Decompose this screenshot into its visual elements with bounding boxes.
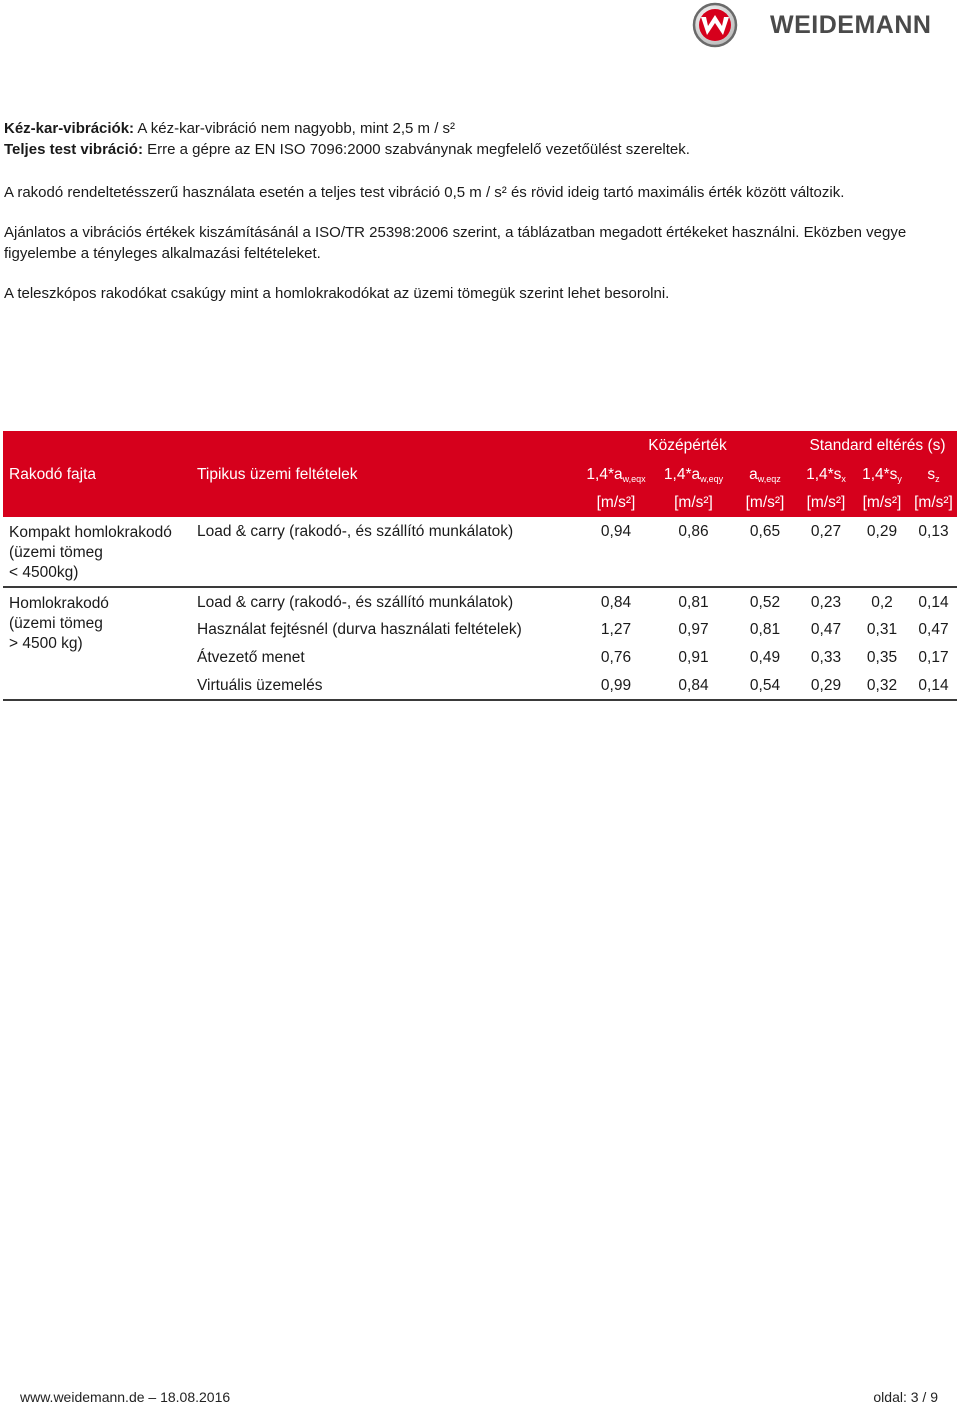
hand-arm-line xyxy=(4,118,956,139)
col-conditions-header: Tipikus üzemi feltételek xyxy=(197,460,577,489)
value-cell: 0,99 xyxy=(577,672,655,700)
col-header-1: $1,4*a_{w,eqy}$ xyxy=(655,460,732,489)
paragraph-1: A rakodó rendeltetésszerű használata esetén a teljes test vibráció 0,5 m / s² és rövid ideig tartó maximális érték között változik. xyxy=(4,184,845,201)
group-std-header: Standard eltérés (s) xyxy=(798,431,957,460)
table-row xyxy=(3,587,957,616)
value-cell: 0,49 xyxy=(749,649,781,666)
value-cell: 0,81 xyxy=(678,594,709,611)
brand-name: WEIDEMANN xyxy=(770,11,932,39)
value-cell: 0,29 xyxy=(798,672,854,700)
whole-body-label: Teljes test vibráció: xyxy=(4,141,143,158)
condition-cell: Használat fejtésnél (durva használati feltételek) xyxy=(197,621,522,638)
value-cell: 0,14 xyxy=(918,594,949,611)
paragraph-3: A teleszkópos rakodókat csakúgy mint a homlokrakodókat az üzemi tömegük szerint lehet besorolni. xyxy=(4,285,670,302)
value-cell: 0,17 xyxy=(918,649,949,666)
value-cell: 0,23 xyxy=(810,594,842,611)
whole-body-line xyxy=(4,139,956,160)
weidemann-logo-icon xyxy=(690,2,740,48)
vibration-table xyxy=(3,431,957,701)
intro-text xyxy=(4,118,956,304)
col-header-3: $1,4*s_x$ xyxy=(798,460,854,489)
value-cell: 0,65 xyxy=(732,517,798,587)
unit-cell: [m/s²] xyxy=(655,489,732,517)
value-cell: 0,94 xyxy=(577,517,655,587)
hand-arm-text: A kéz-kar-vibráció nem nagyobb, mint 2,5 m / s² xyxy=(134,120,456,137)
condition-cell: Virtuális üzemelés xyxy=(197,672,577,700)
value-cell: 0,76 xyxy=(600,649,632,666)
value-cell: 0,31 xyxy=(866,621,898,638)
value-cell: 0,47 xyxy=(810,621,842,638)
condition-cell: Load & carry (rakodó-, és szállító munkálatok) xyxy=(197,517,577,587)
whole-body-text: Erre a gépre az EN ISO 7096:2000 szabványnak megfelelő vezetőülést szereltek. xyxy=(142,141,690,158)
paragraph-2: Ajánlatos a vibrációs értékek kiszámításánál a ISO/TR 25398:2006 szerint, a táblázatban megadott értékeket használni. Eközben vegye figyelembe a tényleges alkalmazási feltételeket. xyxy=(4,224,907,262)
hand-arm-label: Kéz-kar-vibrációk: xyxy=(4,120,135,137)
value-cell: 0,14 xyxy=(910,672,957,700)
value-cell: 0,86 xyxy=(655,517,732,587)
table-header-group-row xyxy=(3,431,957,460)
table-header-row xyxy=(3,460,957,489)
condition-cell: Load & carry (rakodó-, és szállító munkálatok) xyxy=(197,594,514,611)
weidemann-logo xyxy=(690,2,952,48)
value-cell: 1,27 xyxy=(600,621,632,638)
value-cell: 0,54 xyxy=(732,672,798,700)
value-cell: 0,32 xyxy=(854,672,910,700)
unit-cell: [m/s²] xyxy=(577,489,655,517)
value-cell: 0,84 xyxy=(600,594,632,611)
value-cell: 0,13 xyxy=(910,517,957,587)
condition-cell: Átvezető menet xyxy=(197,649,305,666)
value-cell: 0,27 xyxy=(798,517,854,587)
col-header-0: $1,4*a_{w,eqx}$ xyxy=(577,460,655,489)
col-header-4: $1,4*s_y$ xyxy=(854,460,910,489)
value-cell: 0,84 xyxy=(655,672,732,700)
value-cell: 0,35 xyxy=(866,649,898,666)
value-cell: 0,2 xyxy=(871,594,893,611)
unit-cell: [m/s²] xyxy=(854,489,910,517)
loader-type-cell: Homlokrakodó (üzemi tömeg > 4500 kg) xyxy=(3,587,197,700)
value-cell: 0,52 xyxy=(749,594,781,611)
footer-page-number: oldal: 3 / 9 xyxy=(873,1389,938,1405)
loader-type-cell: Kompakt homlokrakodó (üzemi tömeg < 4500kg) xyxy=(3,517,197,587)
value-cell: 0,29 xyxy=(854,517,910,587)
value-cell: 0,47 xyxy=(918,621,949,638)
group-mean-header: Középérték xyxy=(577,431,798,460)
col-type-header: Rakodó fajta xyxy=(3,460,197,489)
unit-cell: [m/s²] xyxy=(798,489,854,517)
col-header-2: $a_{w,eqz}$ xyxy=(732,460,798,489)
value-cell: 0,97 xyxy=(678,621,709,638)
unit-cell: [m/s²] xyxy=(732,489,798,517)
value-cell: 0,81 xyxy=(749,621,781,638)
col-header-5: $s_z$ xyxy=(910,460,957,489)
table-row xyxy=(3,517,957,587)
footer-site-date: www.weidemann.de – 18.08.2016 xyxy=(20,1389,231,1405)
value-cell: 0,91 xyxy=(678,649,709,666)
value-cell: 0,33 xyxy=(810,649,842,666)
unit-cell: [m/s²] xyxy=(910,489,957,517)
table-unit-row xyxy=(3,489,957,517)
